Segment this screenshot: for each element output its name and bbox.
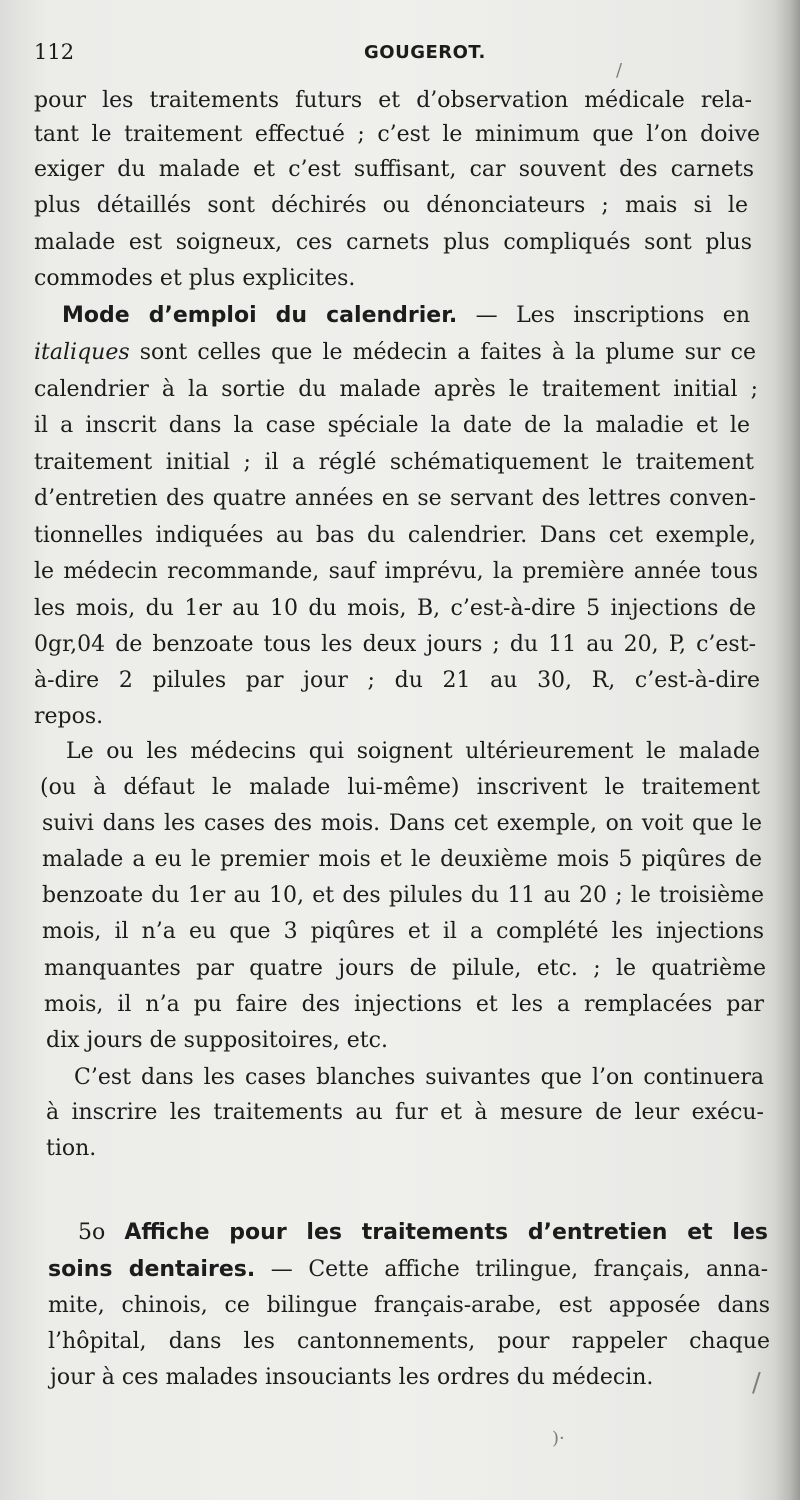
text-line: Mode d’emploi du calendrier. — Les inscriptions en — [62, 303, 750, 328]
text-line: soins dentaires. — Cette affiche trilingue, français, anna- — [48, 1257, 769, 1282]
text-line: le médecin recommande, sauf imprévu, la première année tous — [34, 559, 758, 584]
running-head: GOUGEROT. — [364, 42, 486, 63]
text-line: calendrier à la sortie du malade après le traitement initial ; — [34, 377, 758, 402]
text-line: C’est dans les cases blanches suivantes que l’on continuera — [74, 1065, 764, 1090]
stray-mark: )· — [552, 1428, 565, 1449]
text-line: exiger du malade et c’est suffisant, car souvent des carnets — [34, 157, 754, 182]
text-line: plus détaillés sont déchirés ou dénonciateurs ; mais si le — [34, 193, 748, 218]
text-line: suivi dans les cases des mois. Dans cet exemple, on voit que le — [42, 811, 762, 836]
page-number: 112 — [34, 40, 75, 64]
text-line: mite, chinois, ce bilingue français-arabe, est apposée dans — [48, 1293, 770, 1318]
text-line: jour à ces malades insouciants les ordres du médecin. — [50, 1365, 654, 1390]
section-heading: soins dentaires. — [48, 1257, 256, 1282]
text-line — [78, 1219, 768, 1247]
page-edge-shadow — [774, 0, 800, 1500]
text-line: traitement initial ; il a réglé schématiquement le traitement — [34, 450, 754, 475]
text-line: italiques sont celles que le médecin a faites à la plume sur ce — [34, 340, 756, 365]
section-number: 5o — [78, 1220, 125, 1245]
text-line: mois, il n’a pu faire des injections et les a remplacées par — [44, 992, 764, 1017]
text-line: Le ou les médecins qui soignent ultérieurement le malade — [66, 739, 760, 764]
page-header — [34, 34, 764, 70]
stray-mark: / — [616, 60, 623, 81]
text-line: malade est soigneux, ces carnets plus compliqués sont plus — [34, 230, 752, 255]
section-heading: Mode d’emploi du calendrier. — [62, 303, 458, 328]
text-line: benzoate du 1er au 10, et des pilules du 11 au 20 ; le troisième — [42, 883, 764, 908]
text-line: pour les traitements futurs et d’observation médicale rela- — [34, 88, 752, 113]
text-line: (ou à défaut le malade lui-même) inscrivent le traitement — [40, 775, 760, 800]
text-line: malade a eu le premier mois et le deuxième mois 5 piqûres de — [42, 847, 762, 872]
text-line: 0gr,04 de benzoate tous les deux jours ; du 11 au 20, P, c’est- — [34, 632, 756, 657]
text-line: repos. — [34, 704, 104, 729]
text-line: commodes et plus explicites. — [34, 266, 356, 291]
text-line: les mois, du 1er au 10 du mois, B, c’est-à-dire 5 injections de — [34, 596, 756, 621]
text-line: à inscrire les traitements au fur et à mesure de leur exécu- — [46, 1100, 764, 1125]
text-line: à-dire 2 pilules par jour ; du 21 au 30, R, c’est-à-dire — [34, 668, 760, 693]
section-heading: Affiche pour les traitements d’entretien et les — [124, 1220, 768, 1245]
text-line: dix jours de suppositoires, etc. — [46, 1028, 388, 1053]
text-line: manquantes par quatre jours de pilule, etc. ; le quatrième — [44, 956, 766, 981]
text-line: il a inscrit dans la case spéciale la date de la maladie et le — [34, 413, 750, 438]
stray-mark: / — [752, 1368, 761, 1398]
text-line: l’hôpital, dans les cantonnements, pour rappeler chaque — [48, 1329, 770, 1354]
text-line: tant le traitement effectué ; c’est le minimum que l’on doive — [34, 122, 760, 147]
text-line: tionnelles indiquées au bas du calendrier. Dans cet exemple, — [34, 523, 756, 548]
text-line: d’entretien des quatre années en se servant des lettres conven- — [34, 486, 756, 511]
text-line: mois, il n’a eu que 3 piqûres et il a complété les injections — [42, 919, 764, 944]
text-line: tion. — [46, 1136, 97, 1161]
italic-term: italiques — [34, 340, 130, 365]
